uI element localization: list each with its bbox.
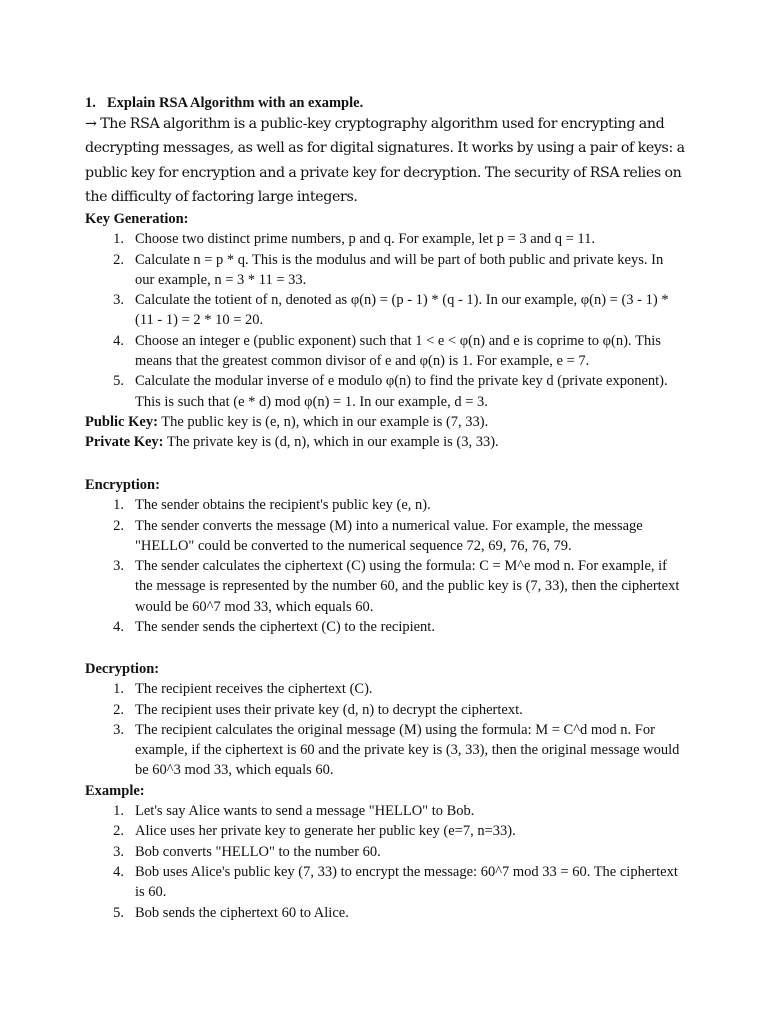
list-item-text: Bob converts "HELLO" to the number 60. bbox=[135, 843, 381, 860]
list-item-number: 4. bbox=[113, 619, 124, 636]
list-item-text: Choose two distinct prime numbers, p and q. For example, let p = 3 and q = 11. bbox=[135, 231, 596, 248]
list-item-number: 4. bbox=[113, 332, 124, 349]
list-item-text: The recipient uses their private key (d, n) to decrypt the ciphertext. bbox=[135, 701, 523, 718]
list-item bbox=[85, 371, 685, 412]
list-item bbox=[85, 495, 685, 515]
list-item-number: 3. bbox=[113, 292, 124, 309]
public-key-line bbox=[85, 412, 685, 432]
encryption-list bbox=[85, 495, 685, 637]
list-item-number: 2. bbox=[113, 823, 124, 840]
list-item bbox=[85, 516, 685, 557]
public-key-text: The public key is (e, n), which in our example is (7, 33). bbox=[157, 413, 489, 430]
list-item-number: 2. bbox=[113, 251, 124, 268]
private-key-line bbox=[85, 432, 685, 452]
list-item-number: 1. bbox=[113, 231, 124, 248]
list-item-number: 3. bbox=[113, 843, 124, 860]
list-item bbox=[85, 821, 685, 841]
encryption-section bbox=[85, 475, 685, 637]
list-item-text: The recipient receives the ciphertext (C). bbox=[135, 681, 373, 698]
list-item bbox=[85, 679, 685, 699]
example-heading: Example: bbox=[85, 782, 145, 799]
list-item bbox=[85, 700, 685, 720]
list-item-text: The sender obtains the recipient's public key (e, n). bbox=[135, 497, 431, 514]
list-item-number: 3. bbox=[113, 721, 124, 738]
key-generation-list bbox=[85, 229, 685, 412]
list-item-number: 5. bbox=[113, 904, 124, 921]
list-item bbox=[85, 801, 685, 821]
list-item-text: The sender calculates the ciphertext (C) using the formula: C = M^e mod n. For example, if the message is represented by the number 60, and the public key is (7, 33), then the ciphertext would be 60^7 mod 33, which equals 60. bbox=[135, 558, 680, 615]
list-item bbox=[85, 903, 685, 923]
list-item-text: Calculate the totient of n, denoted as φ(n) = (p - 1) * (q - 1). In our example, φ(n) = (3 - 1) * (11 - 1) = 2 * 10 = 20. bbox=[135, 292, 669, 329]
key-generation-heading: Key Generation: bbox=[85, 211, 189, 227]
list-item-text: Alice uses her private key to generate her public key (e=7, n=33). bbox=[135, 823, 516, 840]
decryption-heading: Decryption: bbox=[85, 661, 160, 677]
list-item-text: Choose an integer e (public exponent) such that 1 < e < φ(n) and e is coprime to φ(n). This means that the greatest common divisor of e and φ(n) is 1. For example, e = 7. bbox=[135, 332, 661, 370]
example-list bbox=[85, 801, 685, 923]
list-item-number: 3. bbox=[113, 558, 124, 575]
list-item-text: Calculate n = p * q. This is the modulus and will be part of both public and private keys. In our example, n = 3 * 11 = 33. bbox=[135, 251, 664, 288]
list-item bbox=[85, 250, 685, 291]
list-item bbox=[85, 842, 685, 862]
list-item-number: 2. bbox=[113, 701, 124, 718]
list-item bbox=[85, 290, 685, 331]
private-key-text: The private key is (d, n), which in our example is (3, 33). bbox=[163, 434, 499, 451]
question-title: Explain RSA Algorithm with an example. bbox=[107, 95, 364, 111]
public-key-label: Public Key: bbox=[85, 413, 158, 430]
intro-paragraph: → The RSA algorithm is a public-key cryptography algorithm used for encrypting and decrypting messages, as well as for digital signatures. It works by using a pair of keys: a public key for encryption and a private key for decryption. The security of RSA relies on the difficulty of factoring large integers. bbox=[85, 116, 685, 205]
list-item-number: 4. bbox=[113, 863, 124, 880]
list-item-text: The recipient calculates the original message (M) using the formula: M = C^d mod n. For example, if the ciphertext is 60 and the private key is (3, 33), then the original message would be 60^3 mod 33, which equals 60. bbox=[135, 721, 680, 779]
list-item-text: The sender sends the ciphertext (C) to the recipient. bbox=[135, 619, 435, 636]
list-item-text: Bob uses Alice's public key (7, 33) to encrypt the message: 60^7 mod 33 = 60. The ciphertext is 60. bbox=[135, 863, 678, 901]
list-item-number: 2. bbox=[113, 517, 124, 534]
list-item bbox=[85, 720, 685, 781]
list-item-text: Calculate the modular inverse of e modulo φ(n) to find the private key d (private exponent). This is such that (e * d) mod φ(n) = 1. In our example, d = 3. bbox=[135, 373, 668, 410]
encryption-heading: Encryption: bbox=[85, 477, 160, 493]
list-item-text: Let's say Alice wants to send a message "HELLO" to Bob. bbox=[135, 803, 475, 820]
list-item-number: 1. bbox=[113, 497, 124, 514]
question-number: 1. bbox=[85, 95, 96, 111]
list-item-text: Bob sends the ciphertext 60 to Alice. bbox=[135, 904, 349, 921]
list-item bbox=[85, 617, 685, 637]
list-item-number: 1. bbox=[113, 803, 124, 820]
list-item bbox=[85, 229, 685, 249]
private-key-label: Private Key: bbox=[85, 434, 164, 451]
decryption-list bbox=[85, 679, 685, 780]
list-item-number: 5. bbox=[113, 373, 124, 390]
list-item-text: The sender converts the message (M) into a numerical value. For example, the message "HELLO" could be converted to the numerical sequence 72, 69, 76, 76, 79. bbox=[135, 517, 643, 554]
list-item bbox=[85, 862, 685, 903]
list-item bbox=[85, 331, 685, 372]
list-item bbox=[85, 556, 685, 617]
list-item-number: 1. bbox=[113, 681, 124, 698]
key-generation-section bbox=[85, 209, 685, 453]
question-heading bbox=[85, 93, 363, 113]
decryption-section bbox=[85, 659, 685, 923]
